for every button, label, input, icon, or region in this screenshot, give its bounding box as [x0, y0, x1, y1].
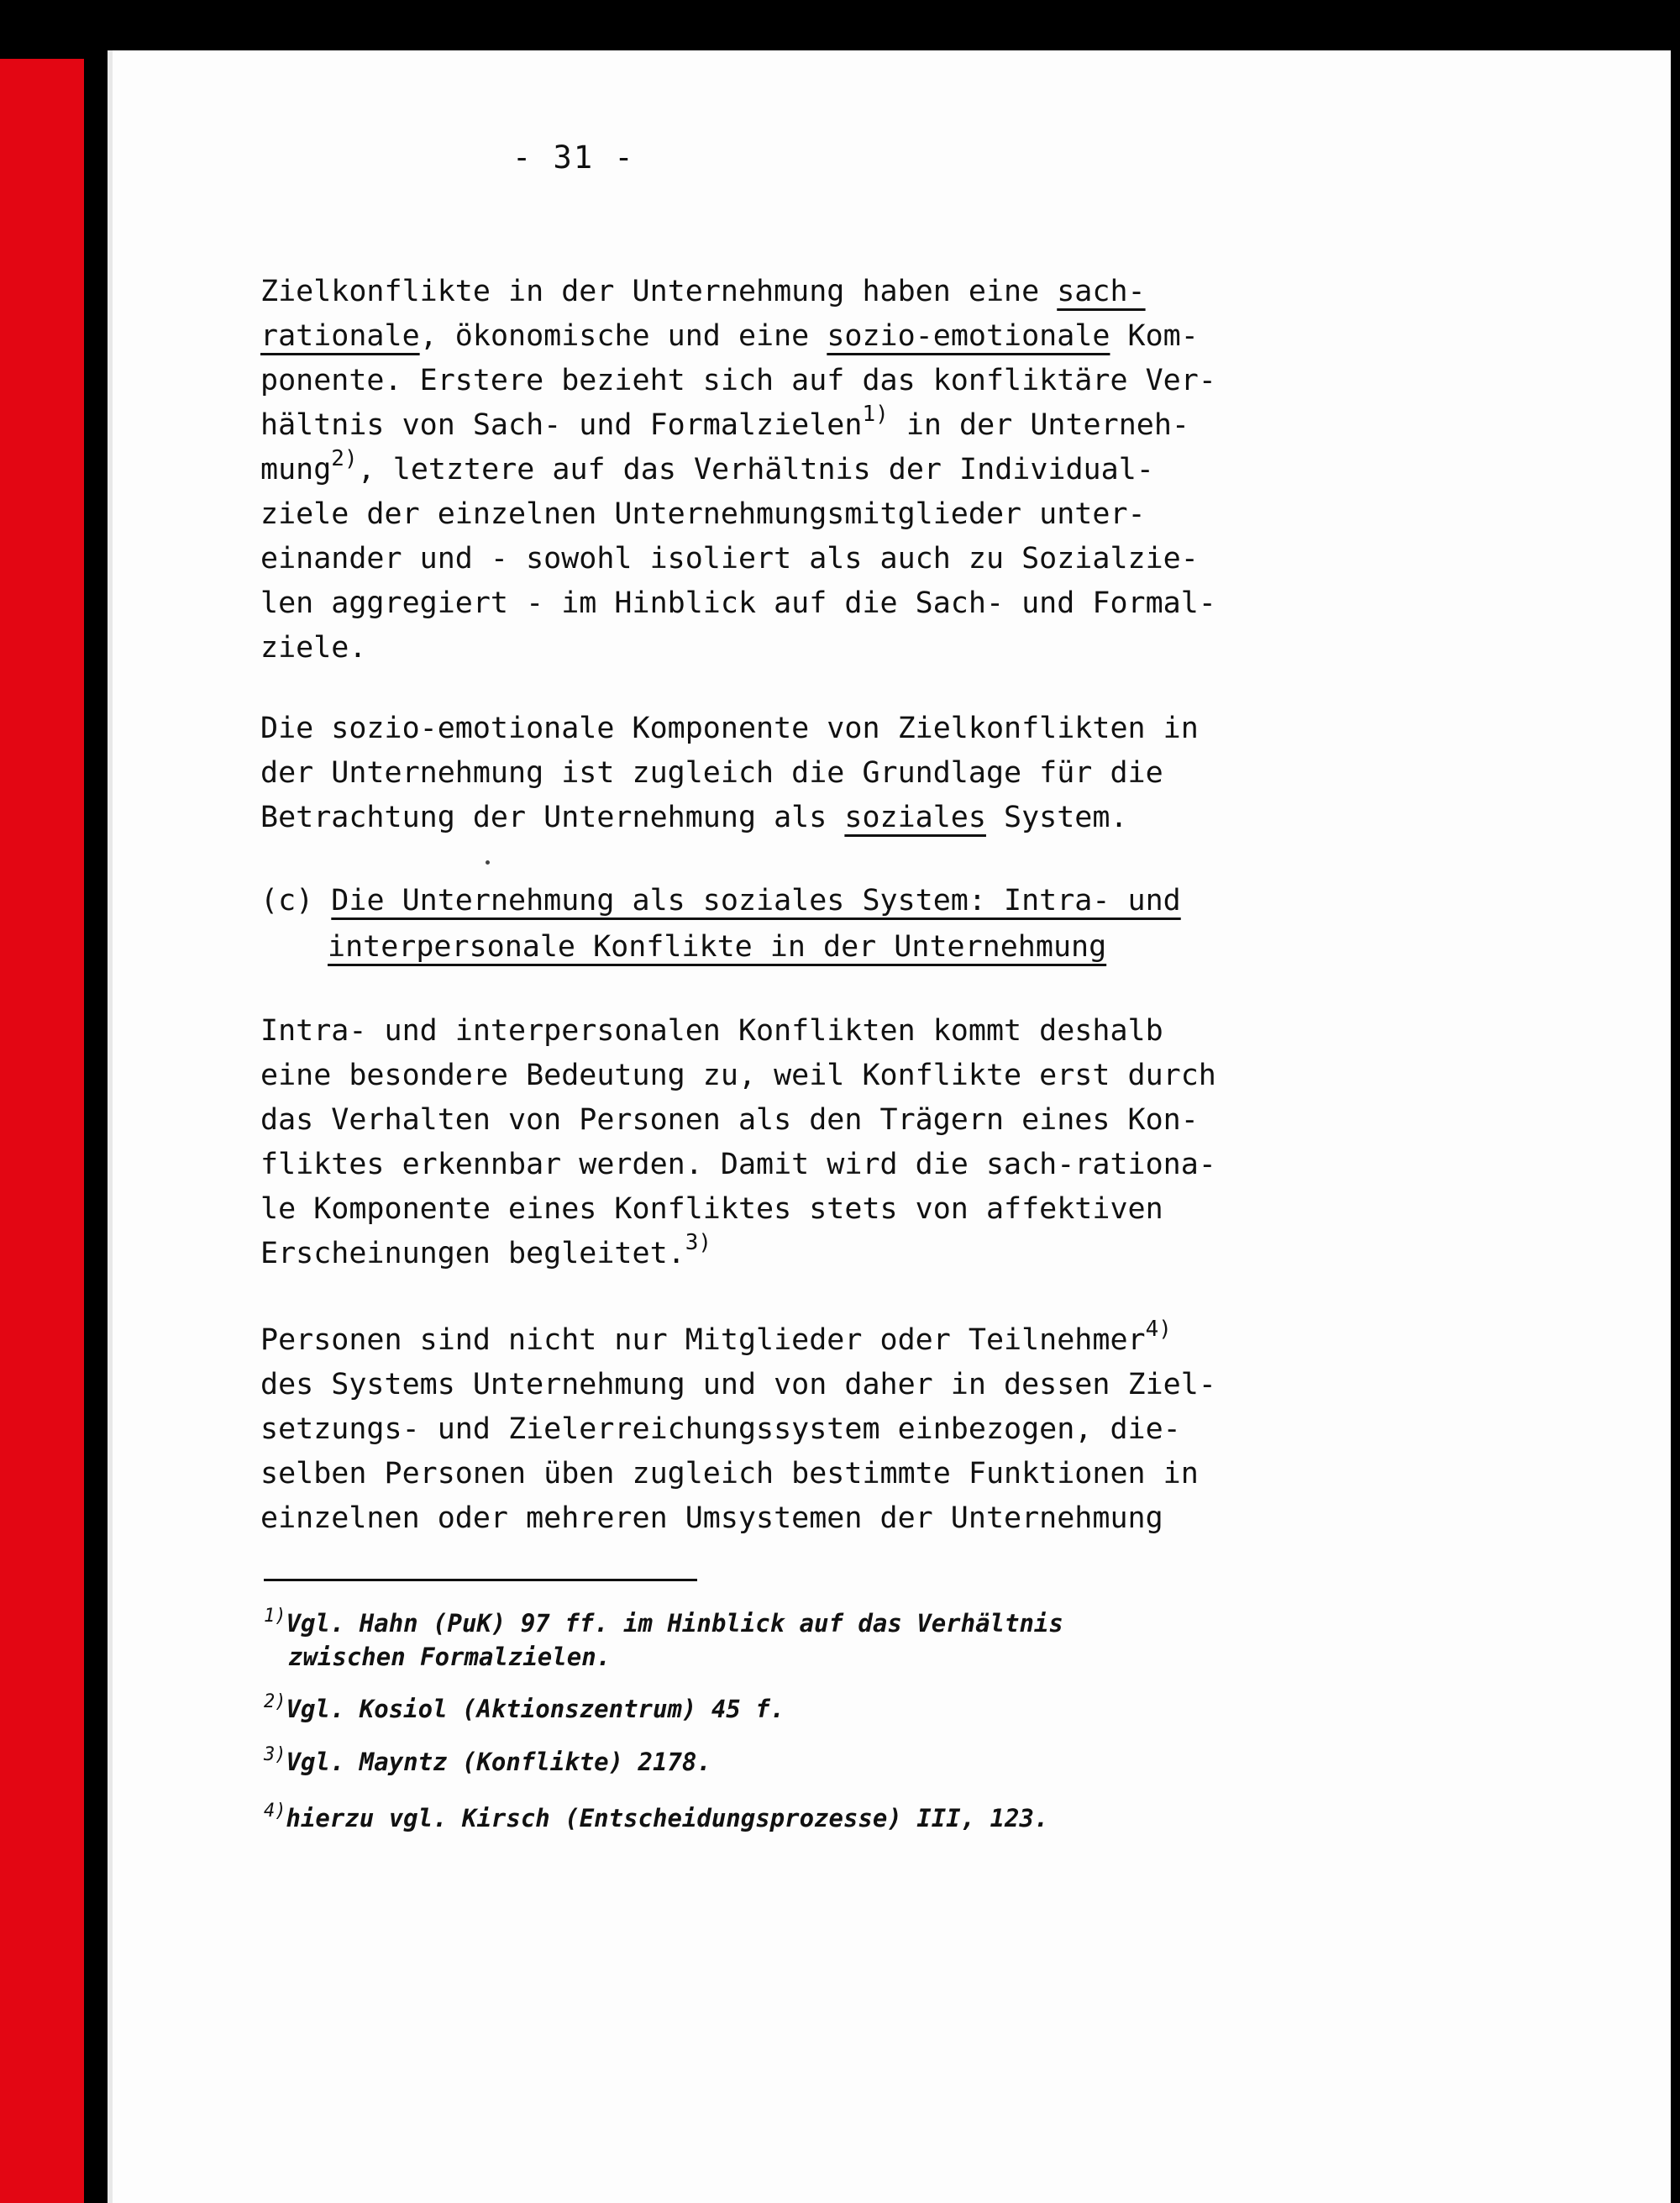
section-title: Die Unternehmung als soziales System: Intra- und [331, 884, 1181, 917]
footnote-text: Vgl. Hahn (PuK) 97 ff. im Hinblick auf das Verhältnis [286, 1609, 1063, 1638]
text: System. [985, 801, 1128, 834]
paragraph-4-line-5: einzelnen oder mehreren Umsystemen der Unternehmung [260, 1501, 1163, 1535]
paragraph-1-line-7: einander und - sowohl isoliert als auch zu Sozialzie- [260, 542, 1199, 576]
paragraph-3-line-1: Intra- und interpersonalen Konflikten kommt deshalb [260, 1014, 1163, 1048]
text: mung [260, 453, 332, 486]
underlined-term: sozio-emotionale [827, 319, 1110, 353]
text: hältnis von Sach- und Formalzielen [260, 408, 863, 442]
text: Personen sind nicht nur Mitglieder oder Teilnehmer [260, 1323, 1146, 1357]
paragraph-2-line-3 [260, 803, 1128, 833]
text: Betrachtung der Unternehmung als [260, 801, 845, 834]
paragraph-4-line-2: des Systems Unternehmung und von daher in dessen Ziel- [260, 1368, 1216, 1401]
footnote-divider [264, 1579, 697, 1581]
footnote-text: hierzu vgl. Kirsch (Entscheidungsprozesse) III, 123. [286, 1804, 1049, 1832]
section-heading-line-2 [328, 930, 1107, 964]
paragraph-1-line-9: ziele. [260, 631, 367, 665]
footnote-mark: 2) [264, 1691, 286, 1712]
paragraph-3-line-3: das Verhalten von Personen als den Trägern eines Kon- [260, 1103, 1199, 1137]
text: , letztere auf das Verhältnis der Individual- [357, 453, 1154, 486]
underlined-term: rationale [260, 319, 420, 353]
footnote-text: Vgl. Mayntz (Konflikte) 2178. [286, 1748, 711, 1776]
paragraph-1-line-1 [260, 277, 1146, 307]
section-label: (c) [260, 884, 314, 917]
page-number: - 31 - [512, 139, 635, 176]
paragraph-3-line-2: eine besondere Bedeutung zu, weil Konflikte erst durch [260, 1059, 1216, 1092]
paragraph-3-line-4: fliktes erkennbar werden. Damit wird die sach-rationa- [260, 1148, 1216, 1181]
footnote-ref: 4) [1145, 1317, 1172, 1342]
paragraph-1-line-6: ziele der einzelnen Unternehmungsmitglieder unter- [260, 497, 1146, 531]
footnote-ref: 1) [862, 402, 889, 427]
section-title: interpersonale Konflikte in der Unternehmung [328, 930, 1107, 964]
footnote-3 [264, 1744, 711, 1776]
paragraph-4-line-3: setzungs- und Zielerreichungssystem einbezogen, die- [260, 1412, 1181, 1446]
text: Erscheinungen begleitet. [260, 1237, 685, 1270]
paragraph-3-line-6 [260, 1230, 712, 1270]
footnote-mark: 1) [264, 1606, 286, 1627]
footnote-text: Vgl. Kosiol (Aktionszentrum) 45 f. [286, 1695, 785, 1723]
paragraph-4-line-1 [260, 1317, 1172, 1357]
underlined-term: sach- [1057, 275, 1146, 308]
footnote-ref: 3) [685, 1230, 712, 1255]
footnote-1-continuation: zwischen Formalzielen. [288, 1643, 612, 1671]
paragraph-2-line-1: Die sozio-emotionale Komponente von Zielkonflikten in [260, 712, 1199, 745]
footnote-mark: 3) [264, 1744, 286, 1765]
text: in der Unterneh- [888, 408, 1189, 442]
stray-dot [486, 860, 490, 865]
red-binding-strip [0, 59, 84, 2203]
footnote-4 [264, 1801, 1049, 1832]
text: Zielkonflikte in der Unternehmung haben eine [260, 275, 1058, 308]
paragraph-2-line-2: der Unternehmung ist zugleich die Grundlage für die [260, 756, 1163, 790]
paragraph-1-line-8: len aggregiert - im Hinblick auf die Sach- und Formal- [260, 586, 1216, 620]
paragraph-3-line-5: le Komponente eines Konfliktes stets von affektiven [260, 1192, 1163, 1226]
paragraph-1-line-3: ponente. Erstere bezieht sich auf das konfliktäre Ver- [260, 364, 1216, 397]
text: Kom- [1110, 319, 1199, 353]
footnote-mark: 4) [264, 1801, 286, 1822]
section-heading-line-1 [260, 886, 1181, 916]
paragraph-1-line-4 [260, 402, 1189, 442]
paragraph-1-line-2 [260, 319, 1199, 353]
text: , ökonomische und eine [419, 319, 827, 353]
paragraph-4-line-4: selben Personen üben zugleich bestimmte Funktionen in [260, 1457, 1199, 1491]
footnote-1 [264, 1606, 1063, 1638]
paragraph-1-line-5 [260, 446, 1154, 486]
footnote-ref: 2) [331, 446, 358, 471]
underlined-term: soziales [844, 801, 986, 834]
footnote-2 [264, 1691, 785, 1723]
